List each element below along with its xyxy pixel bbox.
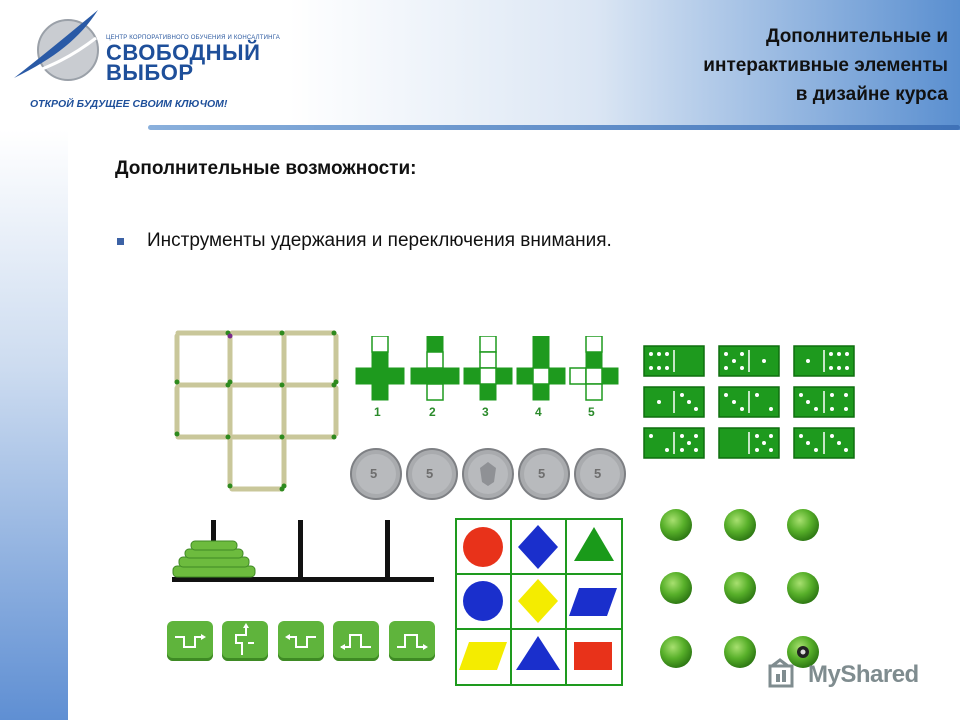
shape-grid[interactable]	[455, 518, 623, 686]
matchstick-puzzle[interactable]	[172, 328, 342, 494]
cube-net-number-2: 2	[429, 405, 436, 419]
coin-label-1: 5	[370, 466, 378, 481]
blue-circle[interactable]	[463, 581, 503, 621]
signal-button-3[interactable]	[278, 621, 324, 661]
logo-name	[106, 40, 261, 85]
tower-of-hanoi[interactable]	[168, 516, 438, 586]
red-rectangle[interactable]	[574, 642, 612, 670]
green-balls[interactable]	[655, 505, 825, 675]
company-logo	[10, 8, 280, 108]
myshared-watermark[interactable]	[768, 655, 938, 695]
logo-swoosh-icon	[10, 8, 110, 88]
cube-net-puzzle[interactable]	[354, 336, 624, 422]
coin-label-4: 5	[538, 466, 546, 481]
header-divider	[148, 125, 960, 130]
logo-name-line1: СВОБОДНЫЙ	[106, 40, 261, 65]
bullet-square-icon	[117, 238, 124, 245]
signal-button-2[interactable]	[222, 621, 268, 661]
slide-title: Дополнительные и интерактивные элементы в дизайне курса	[703, 26, 948, 105]
signal-button-5[interactable]	[389, 621, 435, 661]
section-heading: Дополнительные возможности:	[115, 158, 417, 179]
logo-name-line2: ВЫБОР	[106, 60, 194, 85]
cube-net-number-4: 4	[535, 405, 542, 419]
coin-label-2: 5	[426, 466, 434, 481]
left-decorative-band	[0, 130, 68, 720]
red-circle[interactable]	[463, 527, 503, 567]
cube-net-number-5: 5	[588, 405, 595, 419]
bullet-text: Инструменты удержания и переключения внимания.	[147, 230, 612, 251]
signal-button-4[interactable]	[333, 621, 379, 661]
logo-small-text: ЦЕНТР КОРПОРАТИВНОГО ОБУЧЕНИЯ И КОНСАЛТИНГА	[106, 35, 280, 41]
cube-net-number-3: 3	[482, 405, 489, 419]
coins[interactable]	[348, 446, 628, 502]
signal-button-1[interactable]	[167, 621, 213, 661]
myshared-logo-icon	[768, 658, 804, 690]
cube-net-number-1: 1	[374, 405, 381, 419]
watermark-text: MyShared	[808, 661, 919, 688]
domino-tiles[interactable]	[642, 344, 856, 462]
coin-label-5: 5	[594, 466, 602, 481]
logo-tagline: ОТКРОЙ БУДУЩЕЕ СВОИМ КЛЮЧОМ!	[30, 98, 228, 110]
